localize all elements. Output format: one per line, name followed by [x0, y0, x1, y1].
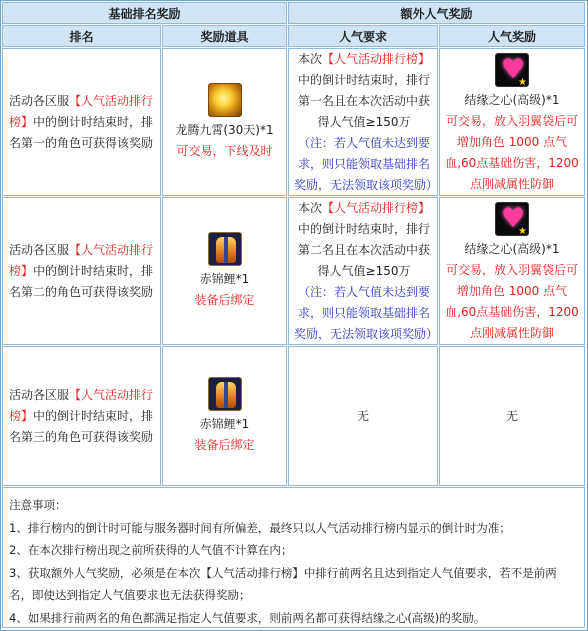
- col-header-pop-requirement-label: 人气要求: [338, 29, 387, 44]
- row1-reward-note: 可交易，放入羽翼袋后可增加角色 1000 点气血,60点基础伤害，1200 点刚减属性防御: [445, 114, 579, 191]
- header-extra-popularity: [288, 2, 585, 24]
- row1-req-post: 中的倒计时结束时，排行第一名且在本次活动中获得人气值≥150万: [297, 73, 430, 129]
- dragon-icon: [208, 83, 242, 117]
- row3-rank-text: [9, 385, 154, 448]
- row2-req-highlight: 【人气活动排行榜】: [322, 201, 431, 215]
- row3-requirement-none: 无: [356, 408, 369, 423]
- col-header-pop-reward: [439, 25, 585, 47]
- armor-icon: [208, 232, 242, 266]
- notes-item: 1、排行榜内的倒计时可能与服务器时间有所偏差，最终只以人气活动排行榜内显示的倒计时为准；: [9, 520, 511, 535]
- notes-item: [9, 562, 580, 585]
- row3-item-name: 赤锦鲤*1: [199, 416, 250, 431]
- row2-req-post: 中的倒计时结束时，排行第二名且在本次活动中获得人气值≥150万: [297, 222, 430, 278]
- row2-requirement-cell: [288, 197, 438, 345]
- heart-icon: [495, 202, 529, 236]
- row3-rank-post: 中的倒计时结束时，排名第三的角色可获得该奖励: [9, 408, 154, 444]
- row1-rank-post: 中的倒计时结束时，排名第一的角色可获得该奖励: [9, 114, 154, 150]
- col-header-pop-reward-label: 人气奖励: [487, 29, 536, 44]
- row2-rank-highlight: 【人气活动排行榜】: [9, 242, 154, 278]
- row1-item-name: 龙腾九霄(30天)*1: [175, 122, 274, 137]
- row3-rank-pre: 活动各区服: [9, 387, 70, 402]
- row2-item-note: 装备后绑定: [194, 292, 255, 307]
- row1-item-cell: [162, 48, 287, 196]
- notes-title: 注意事项：: [9, 498, 67, 512]
- heart-icon: [495, 53, 529, 87]
- row2-rank-post: 中的倒计时结束时，排名第二的角色可获得该奖励: [9, 263, 154, 299]
- row2-item-name: 赤锦鲤*1: [199, 271, 250, 286]
- col-header-rank-label: 排名: [69, 29, 94, 44]
- row1-req-pre: 本次: [297, 52, 322, 66]
- row2-requirement-note: （注：若人气值未达到要求，则只能领取基础排名奖励，无法领取该项奖励）: [294, 285, 439, 341]
- row3-requirement-cell: [288, 346, 438, 486]
- row2-rank-text: [9, 240, 154, 303]
- row3-reward-none: 无: [505, 408, 518, 423]
- notes-item-3-line2: 名，即使达到指定人气值要求也无法获得奖励；: [9, 588, 251, 602]
- row2-rank-cell: [2, 197, 161, 345]
- header-basic-label: 基础排名奖励: [108, 6, 181, 21]
- row1-reward-name: 结缘之心(高级)*1: [464, 93, 560, 107]
- row2-requirement-text: [294, 198, 434, 282]
- row1-reward-cell: [439, 48, 585, 196]
- armor-icon: [208, 377, 242, 411]
- row1-rank-cell: [2, 48, 161, 196]
- col-header-rank: [2, 25, 161, 47]
- notes-item: 4、如果排行前两名的角色都满足指定人气值要求，则前两名都可获得结缘之心(高级)的奖励。: [9, 610, 486, 625]
- notes-item: [9, 584, 580, 607]
- row3-item-note: 装备后绑定: [194, 437, 255, 452]
- col-header-pop-requirement: [288, 25, 438, 47]
- row1-requirement-text: [294, 49, 434, 133]
- row1-req-highlight: 【人气活动排行榜】: [322, 52, 431, 66]
- row2-reward-cell: [439, 197, 585, 345]
- col-header-reward-item-label: 奖励道具: [200, 29, 249, 44]
- row1-rank-highlight: 【人气活动排行榜】: [9, 93, 154, 129]
- col-header-reward-item: [162, 25, 287, 47]
- row3-reward-cell: [439, 346, 585, 486]
- row1-requirement-note: （注：若人气值未达到要求，则只能领取基础排名奖励，无法领取该项奖励）: [294, 136, 439, 192]
- row2-item-cell: [162, 197, 287, 345]
- header-basic-ranking: [2, 2, 287, 24]
- row1-rank-pre: 活动各区服: [9, 93, 70, 108]
- row2-rank-pre: 活动各区服: [9, 242, 70, 257]
- row3-rank-highlight: 【人气活动排行榜】: [9, 387, 154, 423]
- row3-item-cell: [162, 346, 287, 486]
- row1-rank-text: [9, 91, 154, 154]
- row1-requirement-cell: [288, 48, 438, 196]
- header-extra-label: 额外人气奖励: [400, 6, 473, 21]
- notes-item-3-line1: 3、获取额外人气奖励，必须是在本次【人气活动排行榜】中排行前两名且达到指定人气值要求，若不是前两: [9, 565, 557, 580]
- row1-item-note: 可交易，下线及时: [176, 143, 273, 158]
- row2-req-pre: 本次: [297, 201, 322, 215]
- row3-rank-cell: [2, 346, 161, 486]
- row2-reward-name: 结缘之心(高级)*1: [464, 242, 560, 256]
- notes-item: 2、在本次排行榜出现之前所获得的人气值不计算在内；: [9, 543, 293, 557]
- row2-reward-note: 可交易，放入羽翼袋后可增加角色 1000 点气血,60点基础伤害，1200 点刚减属性防御: [445, 263, 579, 340]
- notes-section: [2, 487, 585, 628]
